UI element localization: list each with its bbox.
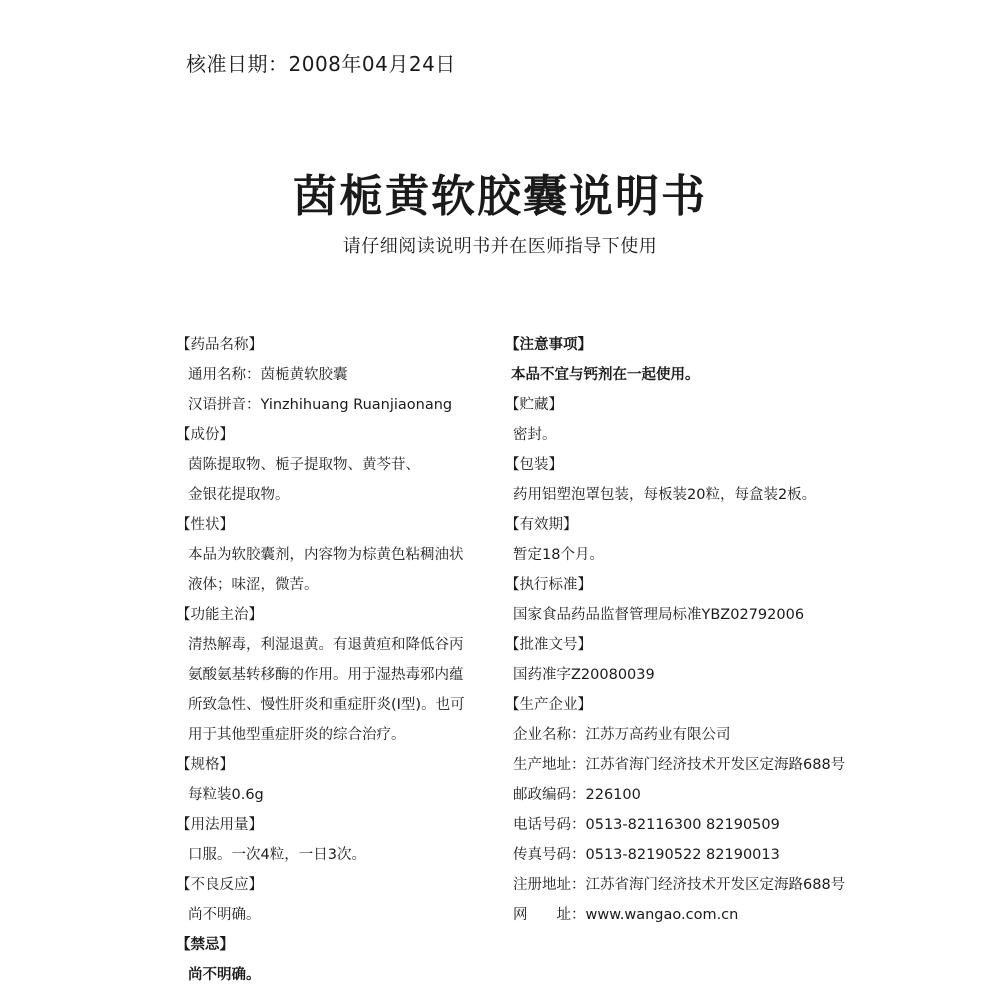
standard-text: 国家食品药品监督管理局标准YBZ02792006 — [513, 607, 805, 623]
contraindications-text: 尚不明确。 — [188, 967, 261, 983]
document-title: 茵栀黄软胶囊说明书 — [293, 171, 707, 222]
postal-code: 邮政编码：226100 — [513, 787, 641, 803]
generic-name: 通用名称：茵栀黄软胶囊 — [188, 367, 348, 383]
indications-line: 清热解毒，利湿退黄。有退黄疸和降低谷丙 — [188, 637, 464, 653]
indications-line: 用于其他型重症肝炎的综合治疗。 — [188, 727, 406, 743]
properties-line: 液体；味涩，微苦。 — [188, 577, 319, 593]
adverse-text: 尚不明确。 — [188, 907, 261, 923]
right-column — [505, 330, 875, 930]
section-usage-heading: 【用法用量】 — [176, 817, 263, 833]
left-column — [176, 330, 496, 990]
pinyin-name: 汉语拼音：Yinzhihuang Ruanjiaonang — [188, 397, 453, 413]
indications-line: 所致急性、慢性肝炎和重症肝炎(Ⅰ型)。也可 — [188, 697, 465, 713]
document-subtitle: 请仔细阅读说明书并在医师指导下使用 — [342, 236, 658, 257]
usage-text: 口服。一次4粒，一日3次。 — [188, 847, 366, 863]
precautions-text: 本品不宜与钙剂在一起使用。 — [511, 367, 700, 383]
section-properties-heading: 【性状】 — [176, 517, 234, 533]
section-indications-heading: 【功能主治】 — [176, 607, 263, 623]
section-package-heading: 【包装】 — [505, 457, 563, 473]
ingredients-line: 茵陈提取物、栀子提取物、黄芩苷、 — [188, 457, 420, 473]
section-storage-heading: 【贮藏】 — [505, 397, 563, 413]
package-text: 药用铝塑泡罩包装，每板装20粒，每盒装2板。 — [513, 487, 817, 503]
section-ingredients-heading: 【成份】 — [176, 427, 234, 443]
storage-text: 密封。 — [513, 427, 557, 443]
approval-number-text: 国药准字Z20080039 — [513, 667, 655, 683]
section-adverse-heading: 【不良反应】 — [176, 877, 263, 893]
spec-text: 每粒装0.6g — [188, 787, 264, 803]
section-approval-number-heading: 【批准文号】 — [505, 637, 592, 653]
section-standard-heading: 【执行标准】 — [505, 577, 592, 593]
section-contraindications-heading: 【禁忌】 — [176, 937, 234, 953]
ingredients-line: 金银花提取物。 — [188, 487, 290, 503]
validity-text: 暂定18个月。 — [513, 547, 604, 563]
fax-number: 传真号码：0513-82190522 82190013 — [513, 847, 780, 863]
registered-address: 注册地址：江苏省海门经济技术开发区定海路688号 — [513, 877, 846, 893]
indications-line: 氨酸氨基转移酶的作用。用于湿热毒邪内蕴 — [188, 667, 464, 683]
phone-number: 电话号码：0513-82116300 82190509 — [513, 817, 780, 833]
website: 网 址：www.wangao.com.cn — [513, 907, 739, 923]
section-spec-heading: 【规格】 — [176, 757, 234, 773]
properties-line: 本品为软胶囊剂，内容物为棕黄色粘稠油状 — [188, 547, 464, 563]
approval-date: 核准日期：2008年04月24日 — [186, 52, 456, 76]
company-name: 企业名称：江苏万高药业有限公司 — [513, 727, 731, 743]
production-address: 生产地址：江苏省海门经济技术开发区定海路688号 — [513, 757, 846, 773]
section-drug-name-heading: 【药品名称】 — [176, 337, 263, 353]
section-precautions-heading: 【注意事项】 — [505, 337, 592, 353]
section-manufacturer-heading: 【生产企业】 — [505, 697, 592, 713]
section-validity-heading: 【有效期】 — [505, 517, 578, 533]
